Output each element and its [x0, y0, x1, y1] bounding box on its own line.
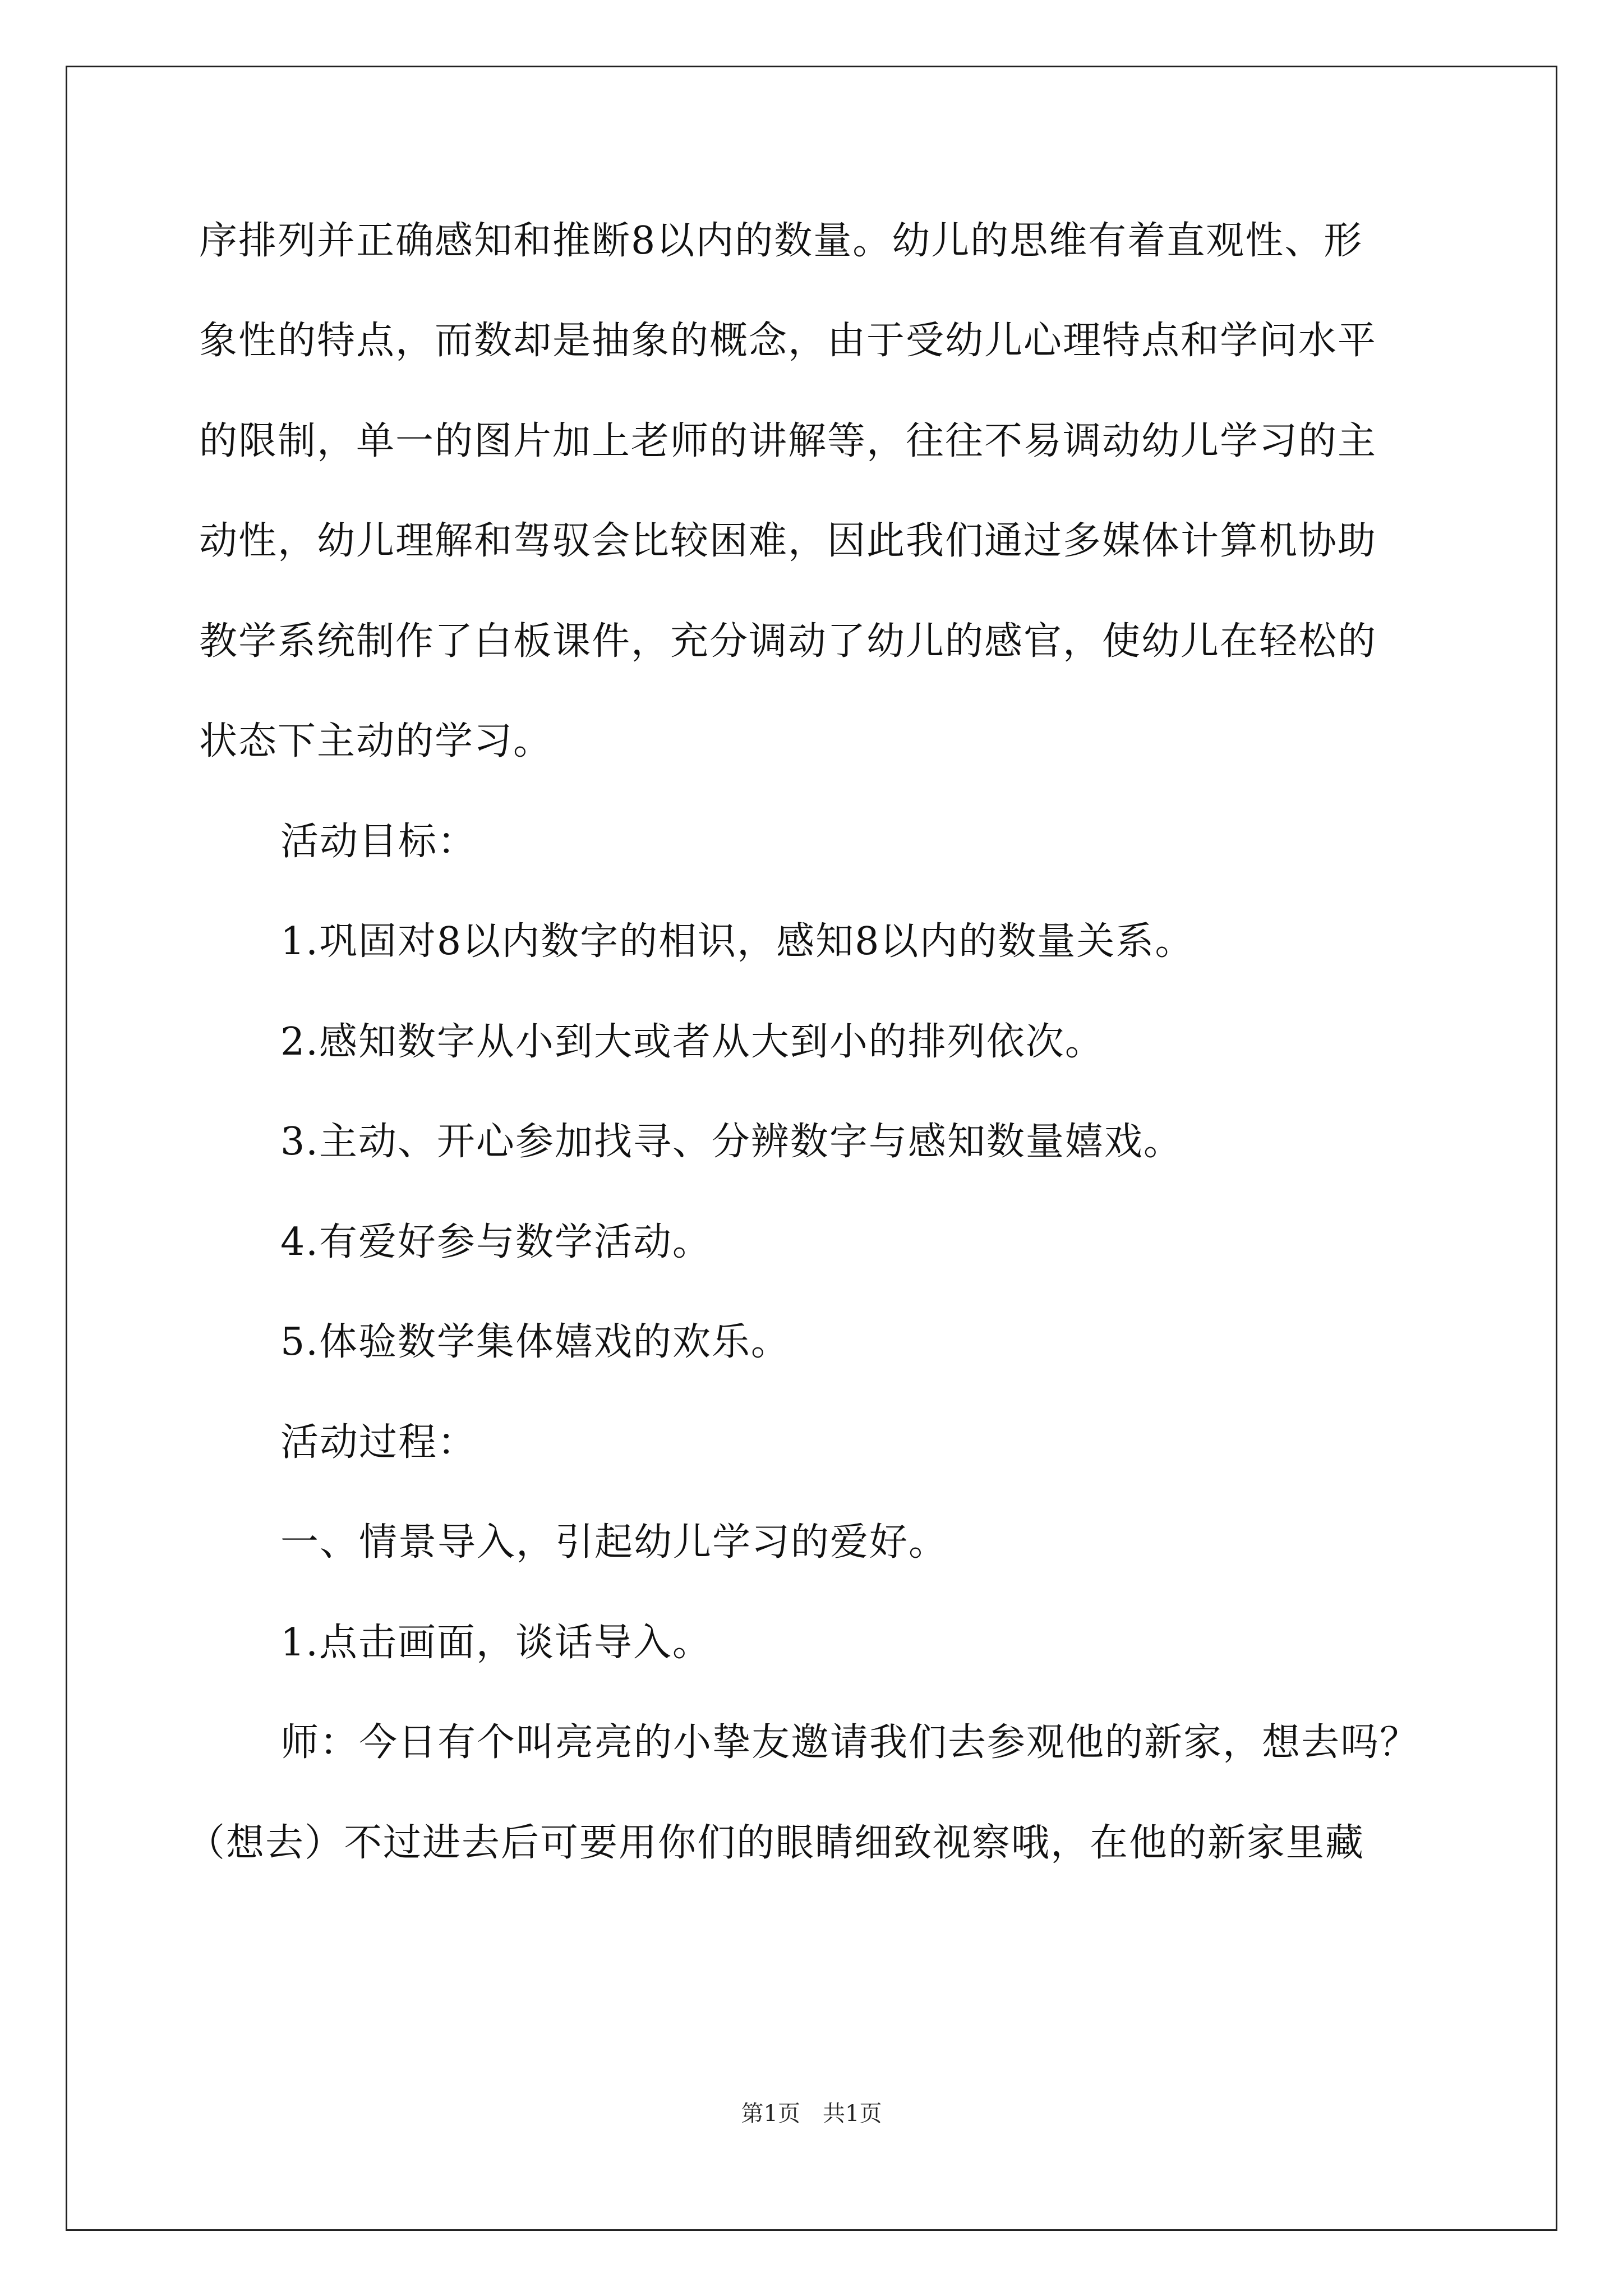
body-line-6: 状态下主动的学习。 [199, 719, 553, 763]
goal-item-4: 4.有爱好参与数学活动。 [280, 1220, 712, 1264]
teacher-dialogue-line-2: （想去）不过进去后可要用你们的眼睛细致视察哦，在他的新家里藏 [187, 1821, 1365, 1865]
body-line-2: 象性的特点，而数却是抽象的概念，由于受幼儿心理特点和学问水平 [199, 319, 1377, 363]
body-line-4: 动性，幼儿理解和驾驭会比较困难，因此我们通过多媒体计算机协助 [199, 519, 1377, 563]
page-footer: 第1页 共1页 [741, 2101, 882, 2127]
body-line-5: 教学系统制作了白板课件，充分调动了幼儿的感官，使幼儿在轻松的 [199, 619, 1377, 664]
teacher-dialogue-line-1: 师：今日有个叫亮亮的小挚友邀请我们去参观他的新家，想去吗？ [280, 1720, 1419, 1765]
goal-item-5: 5.体验数学集体嬉戏的欢乐。 [280, 1320, 790, 1364]
process-step-heading: 一、情景导入，引起幼儿学习的爱好。 [280, 1520, 948, 1565]
body-line-1: 序排列并正确感知和推断8以内的数量。幼儿的思维有着直观性、形 [199, 219, 1363, 263]
section-heading-process: 活动过程： [280, 1420, 477, 1465]
goal-item-3: 3.主动、开心参加找寻、分辨数字与感知数量嬉戏。 [280, 1120, 1183, 1164]
body-line-3: 的限制，单一的图片加上老师的讲解等，往往不易调动幼儿学习的主 [199, 419, 1377, 463]
process-substep-1: 1.点击画面，谈话导入。 [280, 1621, 712, 1665]
goal-item-2: 2.感知数字从小到大或者从大到小的排列依次。 [280, 1020, 1104, 1064]
section-heading-goals: 活动目标： [280, 820, 477, 864]
goal-item-1: 1.巩固对8以内数字的相识，感知8以内的数量关系。 [280, 919, 1195, 964]
